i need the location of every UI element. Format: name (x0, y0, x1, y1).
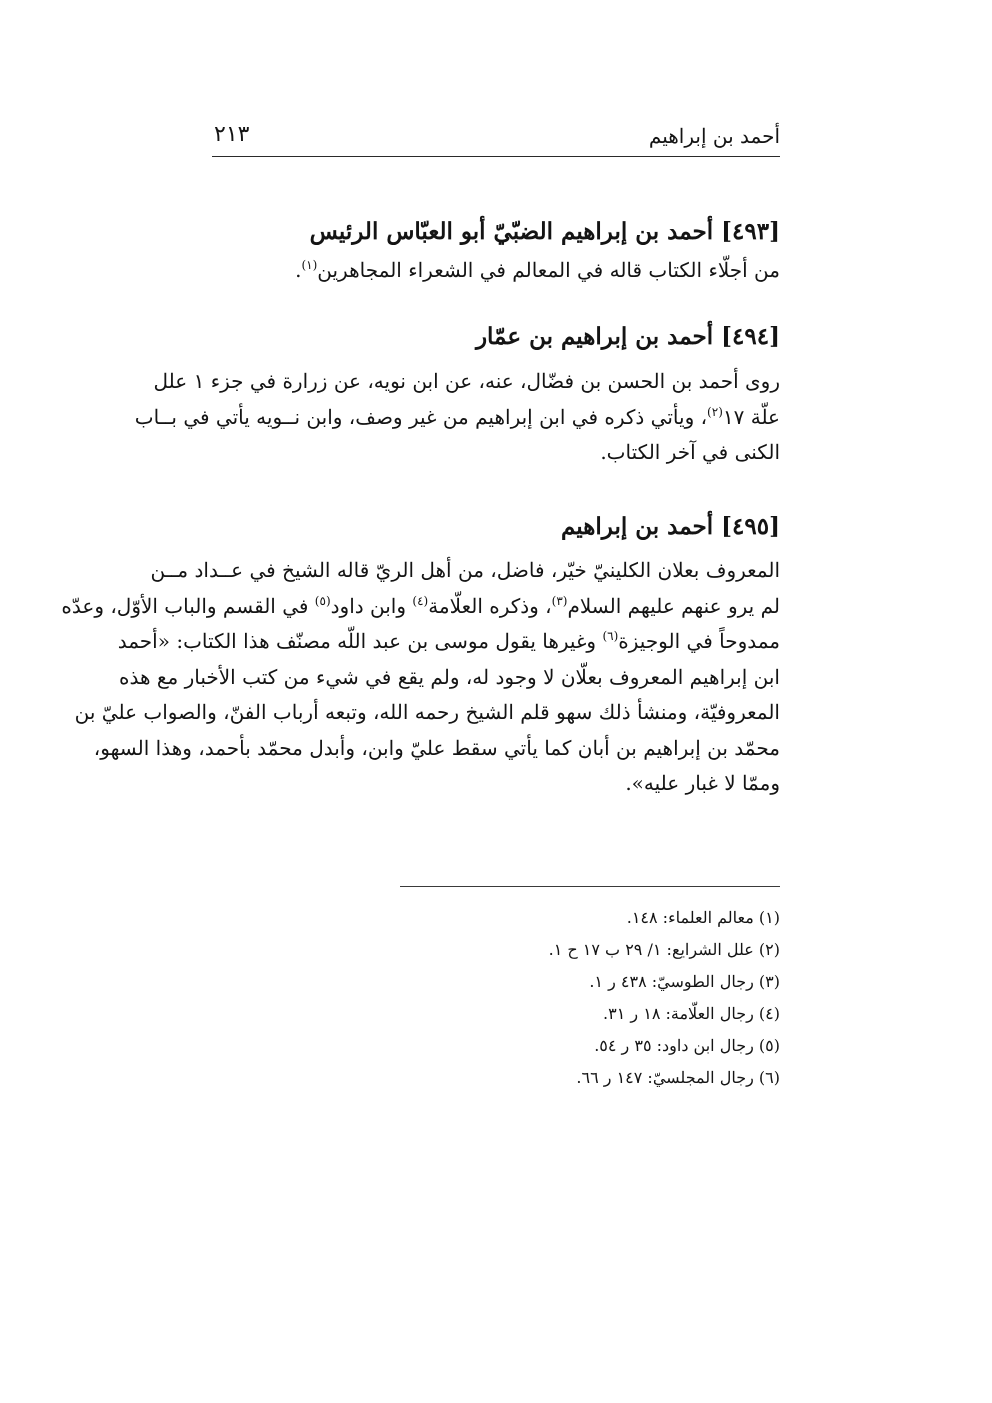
entry-heading: [٤٩٤] أحمد بن إبراهيم بن عمّار (475, 323, 780, 350)
footnote-ref: (٣) (551, 593, 568, 608)
body-line: محمّد بن إبراهيم بن أبان كما يأتي سقط عليّ وابن، وأبدل محمّد بأحمد، وهذا السهو، (93, 735, 780, 760)
body-line: المعروفيّة، ومنشأ ذلك سهو قلم الشيخ رحمه الله، وتبعه أرباب الفنّ، والصواب عليّ بن (74, 700, 780, 724)
body-line: روى أحمد بن الحسن بن فضّال، عنه، عن ابن نويه، عن زرارة في جزء ١ علل (153, 369, 780, 393)
footnote: (١) معالم العلماء: ١٤٨. (626, 908, 780, 927)
body-line: ممدوحاً في الوجيزة$^{(٦)}$ وغيرها يقول موسى بن عبد اللّه مصنّف هذا الكتاب: «أحمد (117, 629, 780, 653)
footnotes (212, 902, 780, 1094)
footnote-ref: (٥) (314, 593, 331, 608)
footnote-separator (400, 886, 780, 887)
body-line: ابن إبراهيم المعروف بعلّان لا وجود له، ولم يقع في شيء من كتب الأخبار مع هذه (119, 664, 780, 689)
body-line: الكنى في آخر الكتاب. (600, 440, 780, 464)
entry-body (212, 253, 780, 289)
entry-heading: [٤٩٥] أحمد بن إبراهيم (561, 513, 780, 540)
footnote-ref: (٢) (707, 404, 723, 419)
body-line: من أجلّاء الكتاب قاله في المعالم في الشعراء المجاهرين$^{(١)}$. (295, 258, 780, 282)
body-line: المعروف بعلان الكلينيّ خيّر، فاضل، من أهل الريّ قاله الشيخ في عــداد مــن (150, 558, 780, 582)
footnote: (٥) رجال ابن داود: ٣٥ ر ٥٤. (594, 1036, 780, 1055)
body-line: وممّا لا غبار عليه». (625, 771, 780, 795)
running-title: أحمد بن إبراهيم (648, 124, 780, 148)
footnote: (٢) علل الشرايع: ١/ ٢٩ ب ١٧ ح ١. (548, 940, 780, 959)
entry-body (61, 553, 780, 802)
footnote: (٣) رجال الطوسيّ: ٤٣٨ ر ١. (589, 972, 780, 991)
page-header (212, 118, 780, 154)
entry-heading: [٤٩٣] أحمد بن إبراهيم الضبّيّ أبو العبّاس الرئيس (309, 218, 780, 245)
header-rule (212, 156, 780, 157)
footnote: (٦) رجال المجلسيّ: ١٤٧ ر ٦٦. (576, 1068, 780, 1087)
footnote-ref: (٤) (412, 593, 429, 608)
entry-body (134, 364, 780, 471)
footnote: (٤) رجال العلّامة: ١٨ ر ٣١. (603, 1004, 780, 1023)
page-number: ٢١٣ (214, 122, 250, 147)
footnote-ref: (١) (301, 258, 318, 272)
footnote-ref: (٦) (602, 629, 619, 643)
body-line: علّة ١٧$^{(٢)}$، ويأتي ذكره في ابن إبراهيم من غير وصف، وابن نــويه يأتي في بــاب (134, 404, 780, 429)
body-line: لم يرو عنهم عليهم السلام$^{(٣)}$، وذكره العلّامة$^{(٤)}$ وابن داود$^{(٥)}$ في القسم والباب الأوّل، وعدّه (61, 593, 780, 618)
